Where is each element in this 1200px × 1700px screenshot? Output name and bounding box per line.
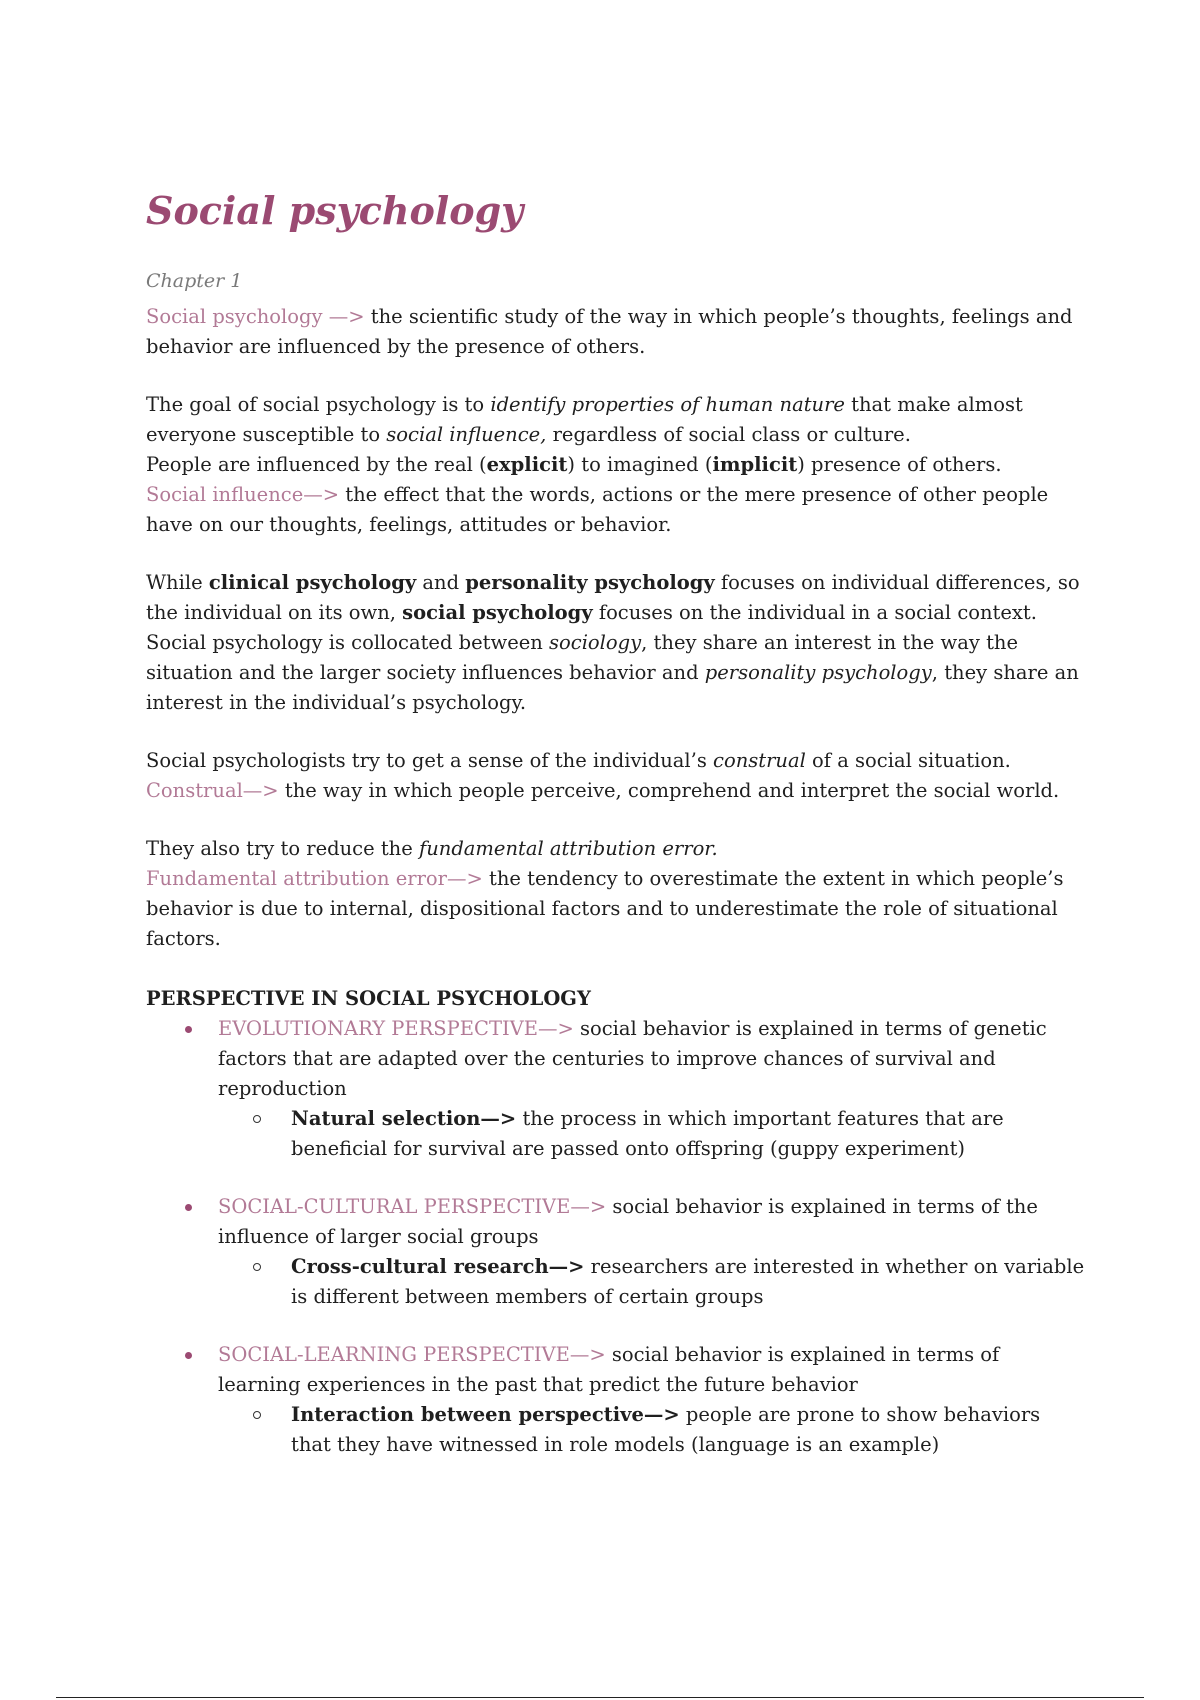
section-heading: PERSPECTIVE IN SOCIAL PSYCHOLOGY bbox=[146, 987, 591, 1010]
emphasis-text: sociology bbox=[549, 631, 642, 654]
text-run: and bbox=[416, 571, 466, 594]
term-label: Construal—> bbox=[146, 779, 279, 802]
term-label: Social psychology —> bbox=[146, 305, 365, 328]
text-run: focuses on individual differences, so the individual on its own, bbox=[146, 571, 1080, 624]
text-run: regardless of social class or culture. bbox=[546, 423, 911, 446]
text-run: , they share an interest in the way the situation and the larger society influences behavior and bbox=[146, 631, 1019, 684]
sub-text: people are prone to show behaviors that they have witnessed in role models (language is an example) bbox=[291, 1403, 1041, 1456]
text-run: of a social situation. bbox=[805, 749, 1011, 772]
term-label: EVOLUTIONARY PERSPECTIVE—> bbox=[218, 1017, 574, 1040]
fae-paragraph bbox=[146, 834, 1086, 864]
list-item-social-cultural bbox=[146, 1192, 1086, 1312]
text-run: ) presence of others. bbox=[797, 453, 1002, 476]
definition-construal bbox=[146, 776, 1086, 806]
sub-term: Natural selection—> bbox=[291, 1107, 517, 1130]
item-text: social behavior is explained in terms of the influence of larger social groups bbox=[218, 1195, 1038, 1248]
influence-paragraph bbox=[146, 450, 1086, 480]
emphasis-text: identify properties of human nature bbox=[490, 393, 845, 416]
definition-text: the scientific study of the way in which people’s thoughts, feelings and behavior are influenced by the presence of others. bbox=[146, 305, 1073, 358]
collocated-paragraph bbox=[146, 628, 1086, 718]
document-page bbox=[146, 182, 1086, 1460]
emphasis-text: fundamental attribution error. bbox=[418, 837, 718, 860]
text-run: ) to imagined ( bbox=[567, 453, 713, 476]
emphasis-text: social influence, bbox=[386, 423, 547, 446]
list-item-social-learning bbox=[146, 1340, 1086, 1460]
text-run: , they share an interest in the individual’s psychology. bbox=[146, 661, 1079, 714]
emphasis-text: personality psychology bbox=[704, 661, 932, 684]
bold-text: explicit bbox=[486, 453, 568, 476]
emphasis-text: construal bbox=[713, 749, 806, 772]
sub-term: Cross-cultural research—> bbox=[291, 1255, 585, 1278]
text-run: that make almost everyone susceptible to bbox=[146, 393, 1023, 446]
sub-term: Interaction between perspective—> bbox=[291, 1403, 680, 1426]
text-run: While bbox=[146, 571, 209, 594]
definition-text: the effect that the words, actions or the mere presence of other people have on our thoughts, feelings, attitudes or behavior. bbox=[146, 483, 1049, 536]
sub-list bbox=[218, 1400, 1086, 1460]
list-item-evolutionary bbox=[146, 1014, 1086, 1164]
bold-text: clinical psychology bbox=[208, 571, 417, 594]
sub-text: researchers are interested in whether on variable is different between members of certain groups bbox=[291, 1255, 1085, 1308]
sub-list-item bbox=[218, 1252, 1086, 1312]
term-label: Fundamental attribution error—> bbox=[146, 867, 483, 890]
definition-social-influence bbox=[146, 480, 1086, 540]
text-run: People are influenced by the real ( bbox=[146, 453, 487, 476]
term-label: Social influence—> bbox=[146, 483, 340, 506]
term-label: SOCIAL-CULTURAL PERSPECTIVE—> bbox=[218, 1195, 607, 1218]
perspective-list bbox=[146, 1014, 1086, 1460]
text-run: Social psychology is collocated between bbox=[146, 631, 550, 654]
goal-paragraph bbox=[146, 390, 1086, 450]
bold-text: social psychology bbox=[402, 601, 593, 624]
chapter-label: Chapter 1 bbox=[146, 270, 243, 292]
definition-fae bbox=[146, 864, 1086, 954]
definition-text: the tendency to overestimate the extent in which people’s behavior is due to internal, dispositional factors and to underestimate the role of situational factors. bbox=[146, 867, 1064, 950]
construal-paragraph bbox=[146, 746, 1086, 776]
clinical-paragraph bbox=[146, 568, 1086, 628]
list-spacer bbox=[146, 1312, 1086, 1340]
sub-list bbox=[218, 1252, 1086, 1312]
text-run: The goal of social psychology is to bbox=[146, 393, 491, 416]
sub-list-item bbox=[218, 1104, 1086, 1164]
definition-text: the way in which people perceive, comprehend and interpret the social world. bbox=[278, 779, 1060, 802]
page-title: Social psychology bbox=[146, 188, 524, 233]
term-label: SOCIAL-LEARNING PERSPECTIVE—> bbox=[218, 1343, 606, 1366]
text-run: Social psychologists try to get a sense of the individual’s bbox=[146, 749, 714, 772]
item-text: social behavior is explained in terms of genetic factors that are adapted over the centuries to improve chances of survival and reproduction bbox=[218, 1017, 1047, 1100]
list-spacer bbox=[146, 1164, 1086, 1192]
sub-text: the process in which important features that are beneficial for survival are passed onto offspring (guppy experiment) bbox=[291, 1107, 1004, 1160]
definition-social-psychology bbox=[146, 302, 1086, 362]
text-run: focuses on the individual in a social context. bbox=[592, 601, 1037, 624]
item-text: social behavior is explained in terms of learning experiences in the past that predict the future behavior bbox=[218, 1343, 1000, 1396]
sub-list-item bbox=[218, 1400, 1086, 1460]
bold-text: implicit bbox=[712, 453, 798, 476]
text-run: They also try to reduce the bbox=[146, 837, 419, 860]
sub-list bbox=[218, 1104, 1086, 1164]
footer-rule bbox=[56, 1697, 1144, 1698]
bold-text: personality psychology bbox=[465, 571, 715, 594]
